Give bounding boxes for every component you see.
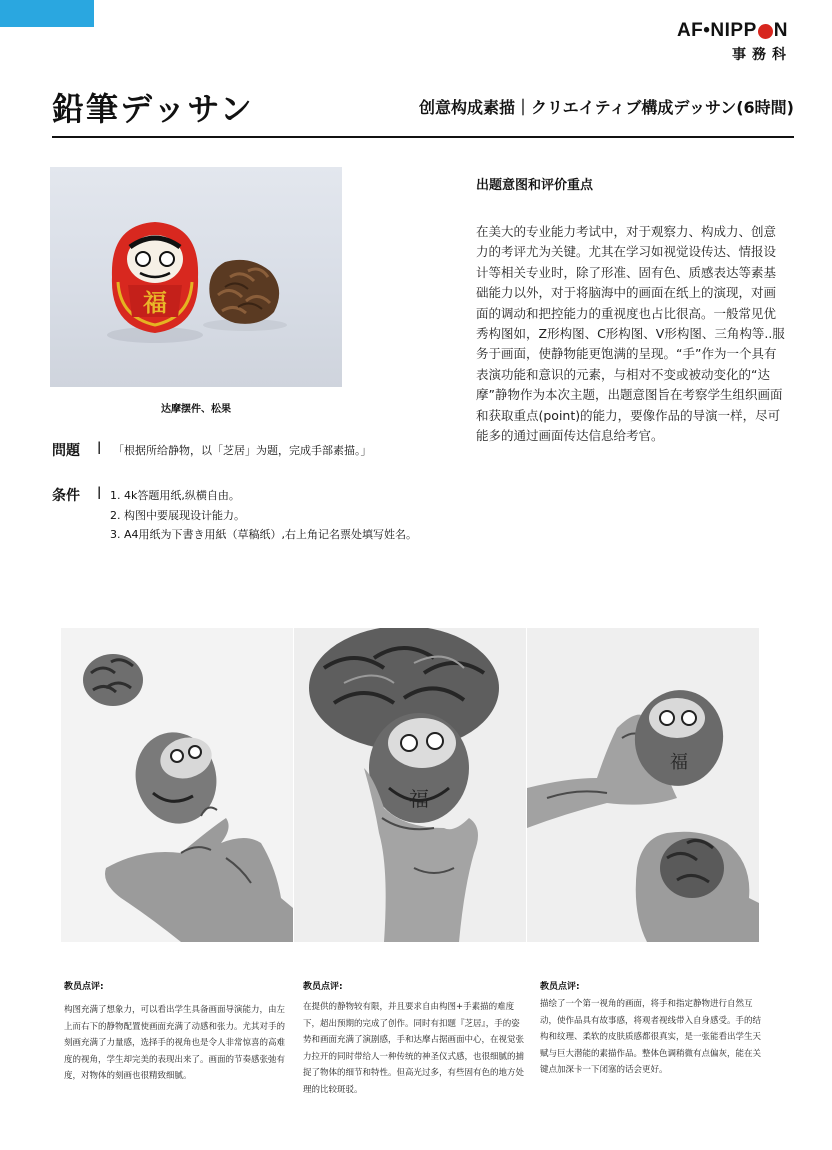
daruma-figure — [112, 222, 198, 333]
logo-text-left: AF•NIPP — [676, 20, 757, 41]
logo-red-dot — [758, 24, 773, 39]
question-label: 問題 — [52, 443, 80, 459]
svg-text:福: 福 — [670, 752, 688, 773]
comment-3-title: 教员点评: — [540, 982, 580, 992]
comment-1-title: 教员点评: — [64, 982, 104, 992]
question-text: 「根据所给静物，以「芝居」为题，完成手部素描。」 — [113, 444, 372, 457]
intent-body: 在美大的专业能力考试中，对于观察力、构成力、创意力的考评尤为关键。尤其在学习如视觉设传达、情报设计等相关专业时，除了形准、固有色、质感表达等素基础能力以外，对于将脑海中的画面在纸上的演现，对画面的调动和把控能力的重视度也占比很高。一般常见优秀构图如，Z形构图、C形构图、V形构图、三角构等..服务于画面，使静物能更饱满的呈现。“手”作为一个具有表演功能和意识的元素，与相对不变或被动变化的“达摩”静物作为本次主题，出题意图旨在考察学生组织画面和获取重点(point)的能力，要像作品的导演一样，尽可能多的通过画面传达信息给考官。 — [476, 224, 785, 444]
comment-3-body: 描绘了一个第一视角的画面，将手和指定静物进行自然互动，使作品具有故事感，将观者视线带入自身感受。手的结构和纹理、柔软的皮肤质感都很真实，是一张能看出学生天赋与巨大潜能的素描作品。整体色调稍微有点偏灰，能在关键点加深卡一下闭塞的话会更好。 — [540, 999, 762, 1075]
condition-item: 1. 4k答题用纸,纵横自由。 — [110, 489, 240, 502]
condition-item: 2. 构图中要展现设计能力。 — [110, 508, 245, 522]
page-title: 鉛筆デッサン — [52, 90, 254, 128]
conditions-list — [110, 486, 417, 545]
svg-text:福: 福 — [409, 787, 429, 811]
student-sketch-3 — [527, 628, 759, 942]
still-life-photo — [50, 167, 342, 387]
comment-1-body: 构图充满了想象力，可以看出学生具备画面导演能力，由左上而右下的静物配置使画面充满了动感和张力。尤其对手的刻画充满了力量感，选择手的视角也是令人非常惊喜的高难度的视角，学生却完美的表现出来了。画面的节奏感张弛有度，对物体的刻画也很精致细腻。 — [64, 1005, 286, 1081]
intent-heading: 出题意图和评价重点 — [476, 178, 594, 193]
logo-subtext: 事務科 — [732, 47, 792, 63]
corner-accent-tab — [0, 0, 94, 27]
logo-text-right: N — [773, 20, 788, 41]
condition-item: 3. A4用纸为下書き用紙（草稿纸）,右上角记名票处填写姓名。 — [110, 528, 418, 541]
conditions-divider: | — [97, 485, 102, 499]
svg-text:福: 福 — [143, 288, 167, 317]
student-sketch-1 — [61, 628, 293, 942]
sketch-1-drawing — [61, 628, 293, 942]
question-divider: | — [97, 440, 102, 454]
page-subtitle: 创意构成素描｜クリエイティブ構成デッサン(6時間) — [418, 98, 794, 117]
student-sketch-2 — [294, 628, 526, 942]
title-divider — [52, 136, 794, 138]
sketch-1-pinecone — [83, 654, 143, 706]
sketch-2-daruma — [369, 713, 469, 823]
comment-2-title: 教员点评: — [303, 982, 343, 992]
af-nippon-logo — [638, 20, 792, 64]
photo-caption: 达摩摆件、松果 — [161, 404, 231, 415]
logo-wordmark — [638, 20, 788, 42]
still-life-illustration — [50, 167, 342, 387]
sketch-2-drawing — [294, 628, 526, 942]
pine-cone — [209, 260, 279, 324]
comment-2-body: 在提供的静物较有限，并且要求自由构图+手素描的难度下，超出预期的完成了创作。同时有扣题『芝居』，手的姿势和画面充满了演剧感，手和达摩占据画面中心，在视觉张力拉开的同时带给人一种传统的神圣仪式感，也很细腻的捕捉了物体的细节和特性。但高光过多，有些固有色的地方处理的比较斑驳。 — [303, 1002, 525, 1095]
sketch-3-drawing — [527, 628, 759, 942]
conditions-label: 条件 — [52, 488, 80, 504]
